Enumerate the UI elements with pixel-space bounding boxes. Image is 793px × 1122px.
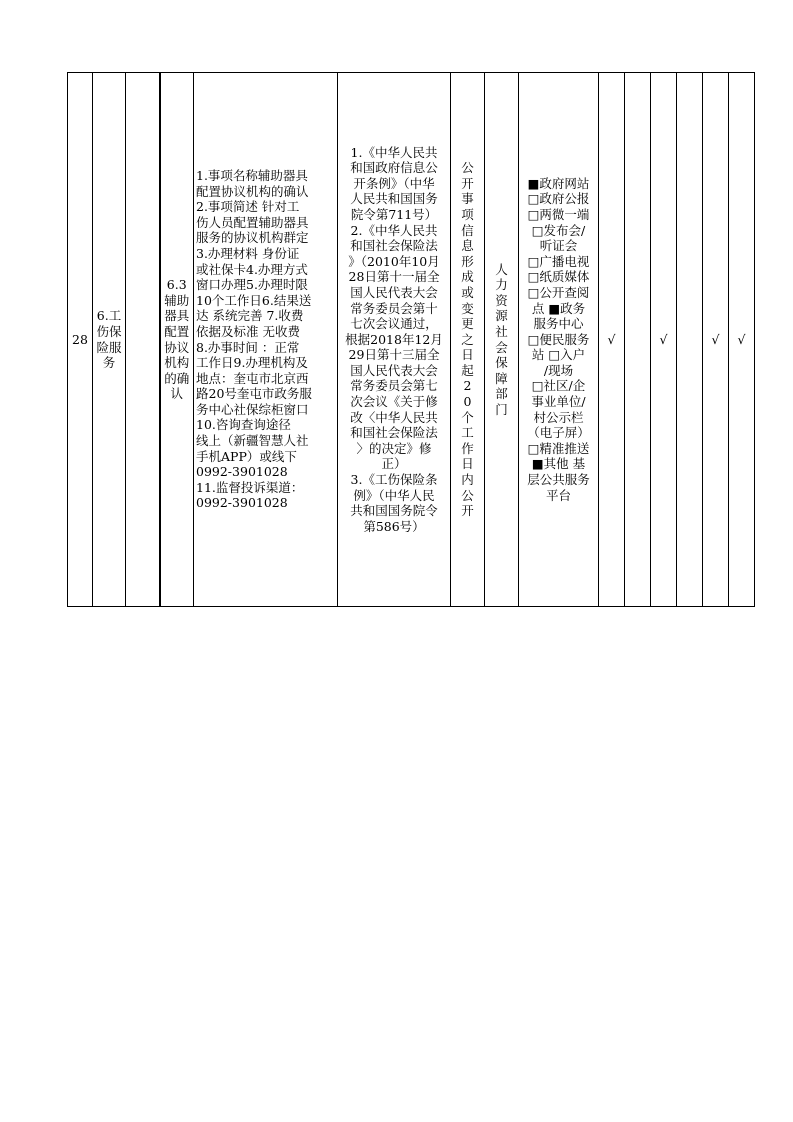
time-limit-cell: 公 开 事 项 信 息 形 成 或 变 更 之 日 起 2 0 个 工 作 日 内 公 开 xyxy=(451,73,485,607)
mark-cell-2 xyxy=(625,73,651,607)
item-cell: 6.3 辅助 器具 配置 协议 机构 的确 认 xyxy=(160,73,194,607)
table-row xyxy=(68,73,755,607)
mark-cell-6: √ xyxy=(729,73,755,607)
content-cell: 1.事项名称辅助器具 配置协议机构的确认 2.事项简述 针对工 伤人员配置辅助器具 服务的协议机构群定 3.办理材料 身份证 或社保卡4.办理方式 窗口办理5.办理时限 10个工作日6.结果送 达 系统完善 7.收费 依据及标准 无收费 8.办事时间 ：正常 工作日9.办理机构及 地点：奎屯市北京西 路20号奎屯市政务服 务中心社保综柜窗口 10.咨询查询途径 线上（新疆智慧人社 手机APP）或线下 0992-3901028 11.监督投诉渠道： 0992-3901028 xyxy=(194,73,338,607)
blank-cell xyxy=(126,73,160,607)
mark-cell-4 xyxy=(677,73,703,607)
department-cell: 人 力 资 源 社 会 保 障 部 门 xyxy=(485,73,519,607)
mark-cell-1: √ xyxy=(599,73,625,607)
channels-cell: ■政府网站 □政府公报 □两微一端 □发布会/ 听证会 □广播电视 □纸质媒体 □公开查阅 点 ■政务 服务中心 □便民服务 站 □入户 /现场 □社区/企 事业单位/ 村公示栏 （电子屏） □精准推送 ■其他 基 层公共服务 平台 xyxy=(519,73,599,607)
basis-cell: 1.《中华人民共 和国政府信息公 开条例》（中华 人民共和国国务 院令第711号） 2.《中华人民共 和国社会保险法 》（2010年10月 28日第十一届全 国人民代表大会 常务委员会第十 七次会议通过， 根据2018年12月 29日第十三届全 国人民代表大会 常务委员会第七 次会议《关于修 改〈中华人民共 和国社会保险法 〉的决定》修 正） 3.《工伤保险条 例》（中华人民 共和国国务院令 第586号） xyxy=(338,73,451,607)
category-cell: 6.工 伤保 险服 务 xyxy=(93,73,126,607)
disclosure-table xyxy=(67,72,755,607)
row-number: 28 xyxy=(68,73,93,607)
mark-cell-5: √ xyxy=(703,73,729,607)
mark-cell-3: √ xyxy=(651,73,677,607)
